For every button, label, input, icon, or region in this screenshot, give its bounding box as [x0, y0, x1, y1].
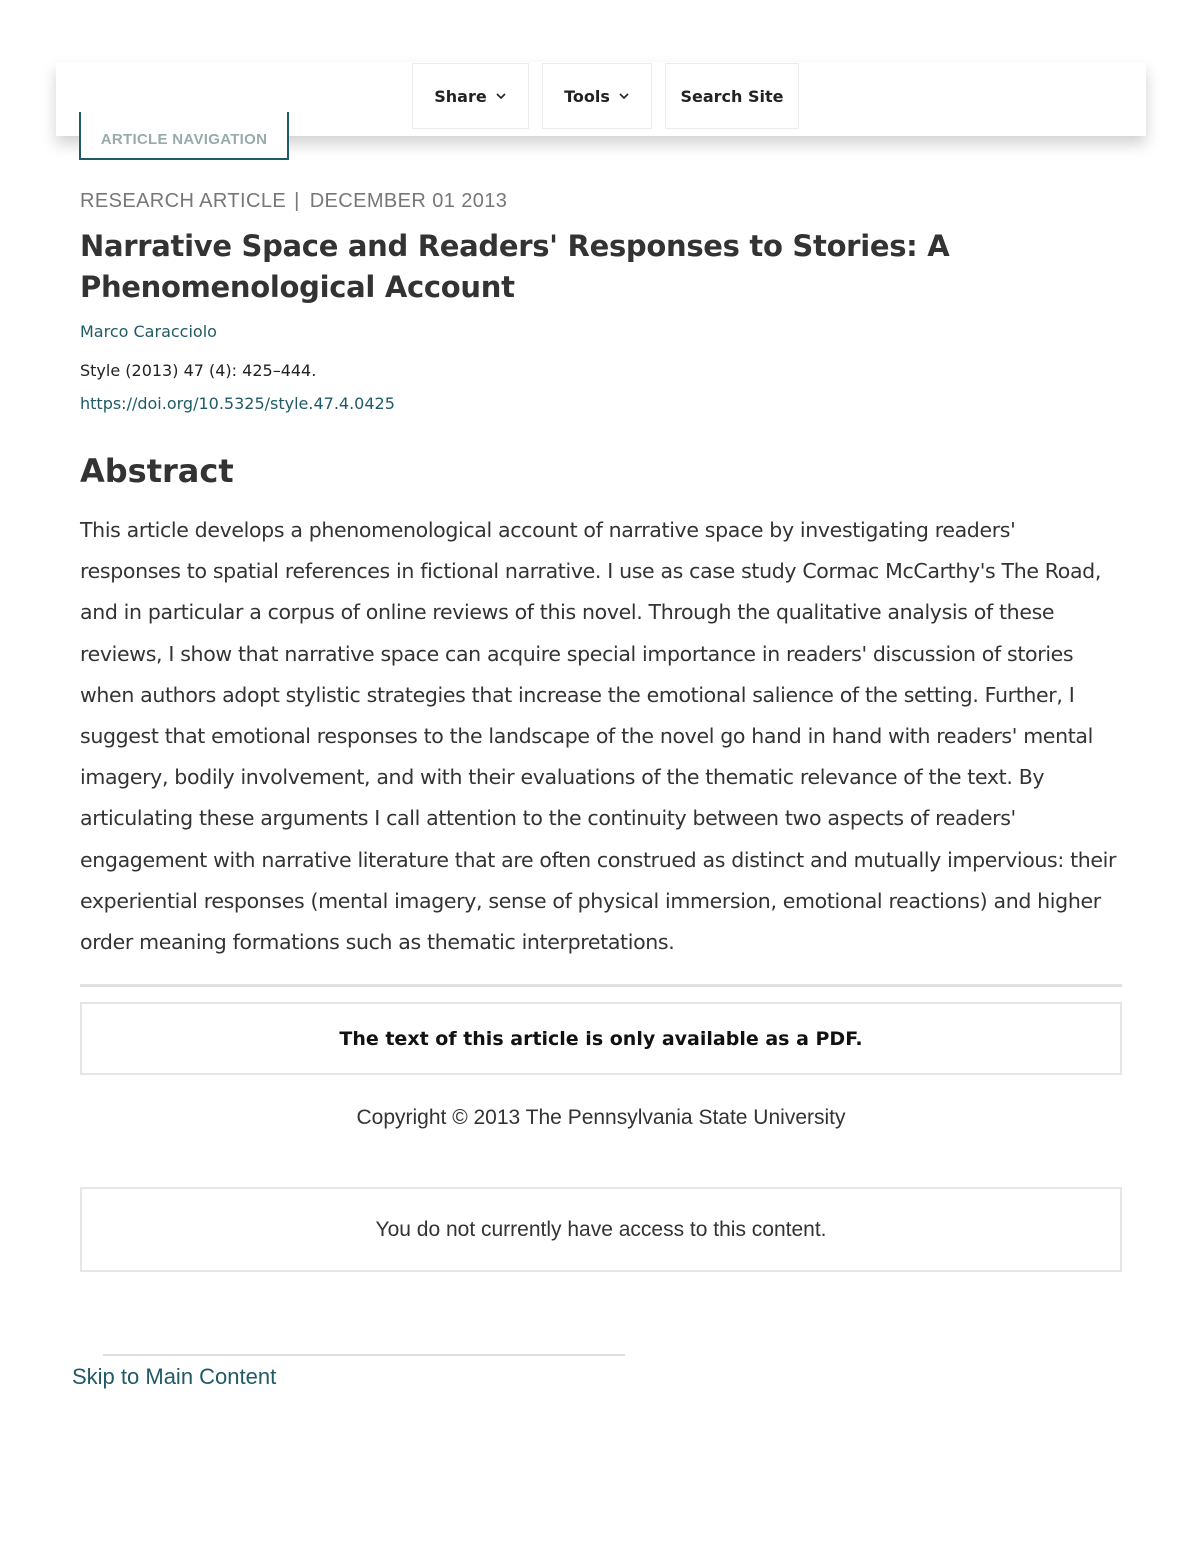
share-label: Share — [434, 86, 487, 106]
tools-label: Tools — [564, 86, 610, 106]
pdf-only-text: The text of this article is only available as a PDF. — [339, 1027, 863, 1050]
chevron-down-icon — [618, 90, 630, 102]
footer-divider — [103, 1354, 625, 1356]
copyright: Copyright © 2013 The Pennsylvania State University — [356, 1106, 846, 1129]
divider — [80, 984, 1122, 987]
share-button[interactable] — [412, 63, 529, 129]
author-link[interactable]: Marco Caracciolo — [80, 322, 217, 341]
article-title: Narrative Space and Readers' Responses to Stories: A Phenomenological Account — [80, 229, 950, 304]
meta-separator: | — [294, 190, 300, 212]
no-access-notice — [80, 1187, 1122, 1272]
tools-button[interactable] — [542, 63, 652, 129]
search-site-button[interactable] — [665, 63, 799, 129]
abstract-heading: Abstract — [80, 452, 234, 490]
article-navigation-button[interactable]: ARTICLE NAVIGATION — [79, 112, 289, 160]
pdf-only-notice — [80, 1002, 1122, 1075]
publication-date: DECEMBER 01 2013 — [309, 190, 508, 212]
abstract-body: This article develops a phenomenological account of narrative space by investigating readers' responses to spatial references in fictional narrative. I use as case study Cormac McCarthy's The Road, and in particular a corpus of online reviews of this novel. Through the qualitative analysis of these reviews, I show that narrative space can acquire special importance in readers' discussion of stories when authors adopt stylistic strategies that increase the emotional salience of the setting. Further, I suggest that emotional responses to the landscape of the novel go hand in hand with readers' mental imagery, bodily involvement, and with their evaluations of the thematic relevance of the text. By articulating these arguments I call attention to the continuity between two aspects of readers' engagement with narrative literature that are often construed as distinct and mutually impervious: their experiential responses (mental imagery, sense of physical immersion, emotional reactions) and higher order meaning formations such as thematic interpretations. — [80, 518, 1117, 955]
article-meta — [80, 190, 507, 213]
article-type: RESEARCH ARTICLE — [80, 190, 287, 212]
search-site-label: Search Site — [680, 86, 784, 106]
article-toolbar — [412, 63, 799, 131]
doi-link[interactable]: https://doi.org/10.5325/style.47.4.0425 — [80, 394, 395, 413]
no-access-text: You do not currently have access to this content. — [375, 1217, 827, 1241]
skip-to-main-content-link[interactable]: Skip to Main Content — [72, 1364, 277, 1389]
citation: Style (2013) 47 (4): 425–444. — [80, 361, 317, 380]
chevron-down-icon — [495, 90, 507, 102]
